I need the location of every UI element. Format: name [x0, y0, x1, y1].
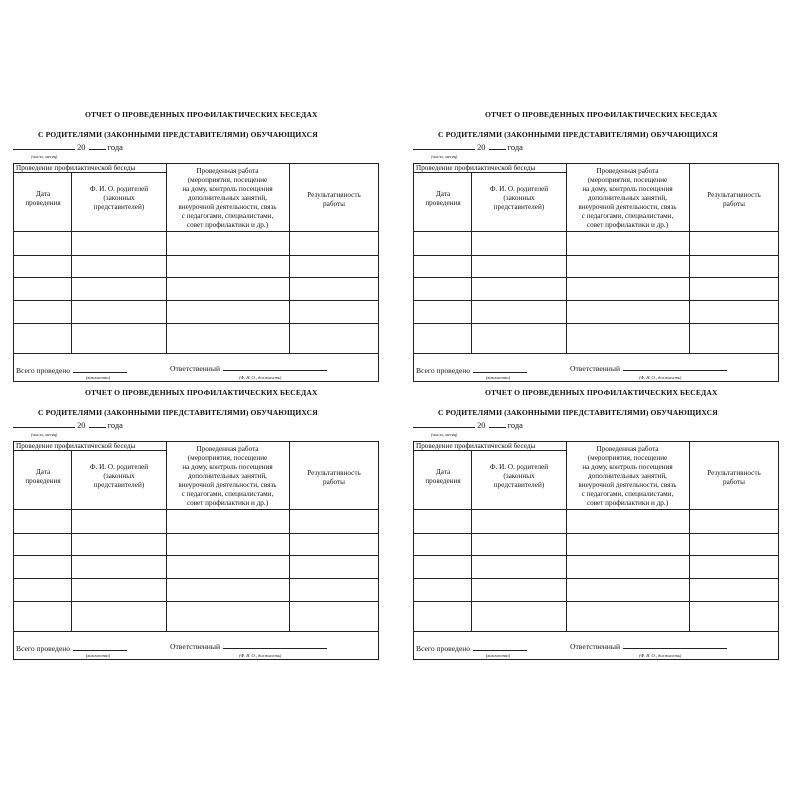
row-divider [414, 277, 778, 278]
header-bottom-border [414, 509, 778, 510]
form-title-line1: ОТЧЕТ О ПРОВЕДЕННЫХ ПРОФИЛАКТИЧЕСКИХ БЕСЕДАХ [485, 388, 718, 397]
row-divider [14, 601, 378, 602]
date-year-suffix: года [507, 421, 523, 430]
form-title-line2: С РОДИТЕЛЯМИ (ЗАКОННЫМИ ПРЕДСТАВИТЕЛЯМИ) ОБУЧАЮЩИХСЯ [38, 130, 318, 139]
row-divider [414, 555, 778, 556]
date-year-prefix: 20 [77, 421, 86, 430]
date-year-blank[interactable] [489, 420, 506, 428]
total-hint: (количество) [486, 375, 511, 380]
responsible-line [170, 642, 327, 651]
date-year-blank[interactable] [89, 142, 106, 150]
form-title-line1: ОТЧЕТ О ПРОВЕДЕННЫХ ПРОФИЛАКТИЧЕСКИХ БЕСЕДАХ [85, 110, 318, 119]
date-line [413, 142, 523, 152]
header-bottom-border [14, 509, 378, 510]
row-divider [14, 277, 378, 278]
date-line [413, 420, 523, 430]
date-year-blank[interactable] [489, 142, 506, 150]
date-year-prefix: 20 [77, 143, 86, 152]
responsible-label: Ответственный [570, 364, 621, 373]
date-year-suffix: года [107, 421, 123, 430]
form-title-line1: ОТЧЕТ О ПРОВЕДЕННЫХ ПРОФИЛАКТИЧЕСКИХ БЕСЕДАХ [485, 110, 718, 119]
responsible-line [170, 364, 327, 373]
total-hint: (количество) [86, 375, 111, 380]
header-bottom-border [14, 231, 378, 232]
column-header-work-done: Проведенная работа (мероприятия, посещение на дому, контроль посещения дополнительных занятий, внеурочной деятельности, связь с педагогами, специалистами, совет профилактики и др.) [178, 445, 277, 507]
form-title-line2: С РОДИТЕЛЯМИ (ЗАКОННЫМИ ПРЕДСТАВИТЕЛЯМИ) ОБУЧАЮЩИХСЯ [38, 408, 318, 417]
responsible-line [570, 642, 727, 651]
section-header: Проведение профилактической беседы [16, 164, 136, 172]
total-line [416, 366, 527, 375]
column-header-parent-name: Ф. И. О. родителей (законных представителей) [489, 463, 549, 489]
date-day-month-blank[interactable] [413, 142, 475, 150]
total-line [416, 644, 527, 653]
date-hint: (число, месяц) [31, 154, 58, 159]
report-table [413, 163, 779, 382]
date-day-month-blank[interactable] [413, 420, 475, 428]
section-header: Проведение профилактической беседы [16, 442, 136, 450]
responsible-hint: (Ф. И. О., должность) [639, 653, 682, 658]
date-year-suffix: года [107, 143, 123, 152]
total-label: Всего проведено [16, 366, 71, 375]
row-divider [414, 300, 778, 301]
row-divider [414, 255, 778, 256]
report-table [13, 441, 379, 660]
responsible-hint: (Ф. И. О., должность) [239, 653, 282, 658]
responsible-blank[interactable] [223, 364, 327, 371]
total-blank[interactable] [73, 644, 127, 651]
total-label: Всего проведено [416, 366, 471, 375]
date-year-suffix: года [507, 143, 523, 152]
header-bottom-border [414, 231, 778, 232]
column-header-date: Дата проведения [25, 468, 61, 485]
column-header-parent-name: Ф. И. О. родителей (законных представителей) [89, 185, 149, 211]
total-blank[interactable] [73, 366, 127, 373]
row-divider [14, 578, 378, 579]
report-table [13, 163, 379, 382]
date-line [13, 142, 123, 152]
row-divider [14, 300, 378, 301]
date-year-prefix: 20 [477, 143, 486, 152]
column-header-work-done: Проведенная работа (мероприятия, посещение на дому, контроль посещения дополнительных занятий, внеурочной деятельности, связь с педагогами, специалистами, совет профилактики и др.) [178, 167, 277, 229]
total-hint: (количество) [486, 653, 511, 658]
row-divider [414, 578, 778, 579]
total-line [16, 366, 127, 375]
column-header-effectiveness: Результативность работы [307, 469, 361, 486]
date-hint: (число, месяц) [431, 432, 458, 437]
row-divider [14, 255, 378, 256]
date-day-month-blank[interactable] [13, 420, 75, 428]
column-header-effectiveness: Результативность работы [707, 191, 761, 208]
footer-top-border [414, 631, 778, 632]
responsible-label: Ответственный [170, 364, 221, 373]
date-line [13, 420, 123, 430]
column-header-effectiveness: Результативность работы [307, 191, 361, 208]
total-blank[interactable] [473, 366, 527, 373]
responsible-line [570, 364, 727, 373]
footer-top-border [14, 631, 378, 632]
section-header: Проведение профилактической беседы [416, 442, 536, 450]
column-header-date: Дата проведения [425, 468, 461, 485]
date-year-prefix: 20 [477, 421, 486, 430]
row-divider [14, 555, 378, 556]
responsible-hint: (Ф. И. О., должность) [639, 375, 682, 380]
responsible-blank[interactable] [223, 642, 327, 649]
form-title-line2: С РОДИТЕЛЯМИ (ЗАКОННЫМИ ПРЕДСТАВИТЕЛЯМИ) ОБУЧАЮЩИХСЯ [438, 130, 718, 139]
date-hint: (число, месяц) [31, 432, 58, 437]
date-year-blank[interactable] [89, 420, 106, 428]
row-divider [14, 533, 378, 534]
column-header-parent-name: Ф. И. О. родителей (законных представителей) [489, 185, 549, 211]
date-day-month-blank[interactable] [13, 142, 75, 150]
section-header: Проведение профилактической беседы [416, 164, 536, 172]
total-blank[interactable] [473, 644, 527, 651]
responsible-blank[interactable] [623, 642, 727, 649]
footer-top-border [414, 353, 778, 354]
footer-top-border [14, 353, 378, 354]
column-header-work-done: Проведенная работа (мероприятия, посещение на дому, контроль посещения дополнительных занятий, внеурочной деятельности, связь с педагогами, специалистами, совет профилактики и др.) [578, 445, 677, 507]
form-title-line2: С РОДИТЕЛЯМИ (ЗАКОННЫМИ ПРЕДСТАВИТЕЛЯМИ) ОБУЧАЮЩИХСЯ [438, 408, 718, 417]
total-label: Всего проведено [16, 644, 71, 653]
column-header-parent-name: Ф. И. О. родителей (законных представителей) [89, 463, 149, 489]
report-table [413, 441, 779, 660]
row-divider [14, 323, 378, 324]
row-divider [414, 533, 778, 534]
total-hint: (количество) [86, 653, 111, 658]
responsible-hint: (Ф. И. О., должность) [239, 375, 282, 380]
date-hint: (число, месяц) [431, 154, 458, 159]
column-header-work-done: Проведенная работа (мероприятия, посещение на дому, контроль посещения дополнительных занятий, внеурочной деятельности, связь с педагогами, специалистами, совет профилактики и др.) [578, 167, 677, 229]
responsible-label: Ответственный [570, 642, 621, 651]
row-divider [414, 601, 778, 602]
total-line [16, 644, 127, 653]
form-title-line1: ОТЧЕТ О ПРОВЕДЕННЫХ ПРОФИЛАКТИЧЕСКИХ БЕСЕДАХ [85, 388, 318, 397]
responsible-blank[interactable] [623, 364, 727, 371]
column-header-effectiveness: Результативность работы [707, 469, 761, 486]
row-divider [414, 323, 778, 324]
column-header-date: Дата проведения [25, 190, 61, 207]
total-label: Всего проведено [416, 644, 471, 653]
column-header-date: Дата проведения [425, 190, 461, 207]
responsible-label: Ответственный [170, 642, 221, 651]
